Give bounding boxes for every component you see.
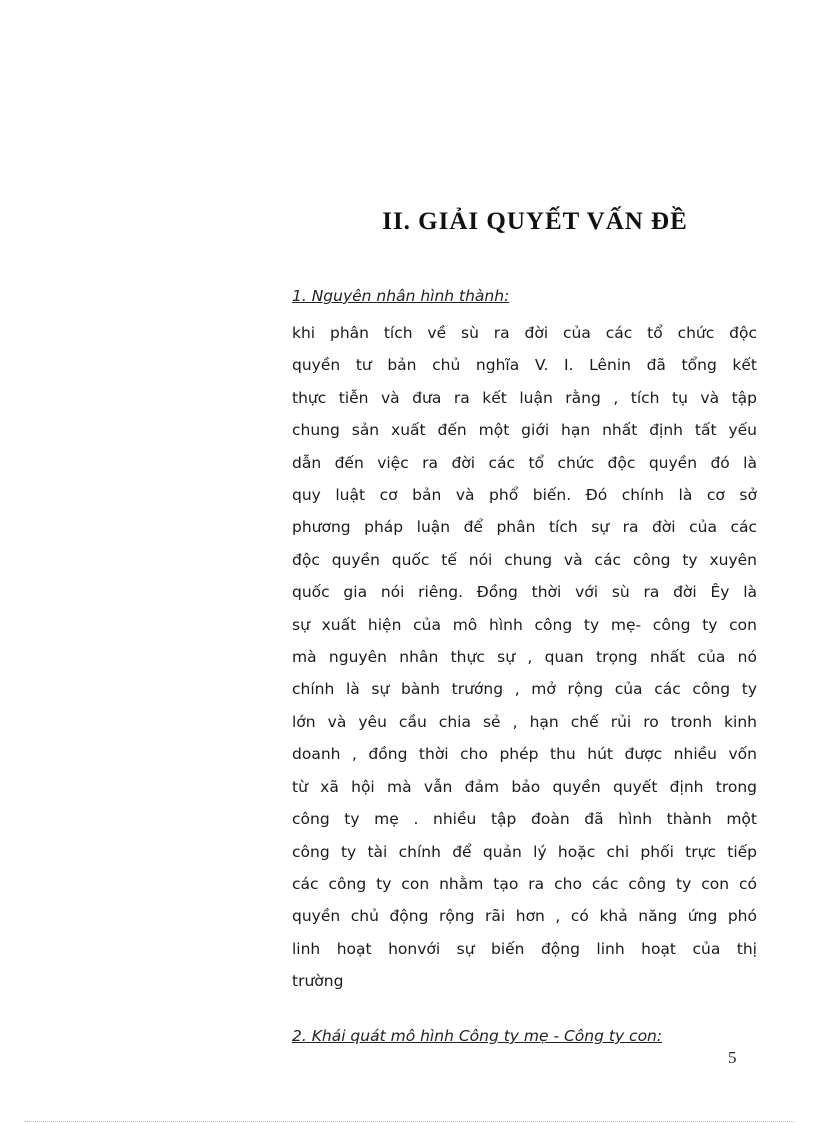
body-line: mà nguyên nhân thực sự , quan trọng nhất của nó	[292, 648, 757, 667]
subheading-overview: 2. Khái quát mô hình Công ty mẹ - Công ty con:	[292, 1027, 663, 1045]
body-line: chính là sự bành trướng , mở rộng của các công ty	[292, 680, 757, 699]
section-title: II. GIẢI QUYẾT VẤN ĐỀ	[382, 208, 688, 235]
body-line: các công ty con nhằm tạo ra cho các công ty con có	[292, 874, 757, 893]
body-line: công ty mẹ . nhiều tập đoàn đã hình thành một	[292, 810, 757, 829]
body-paragraph	[292, 317, 757, 998]
page-number: 5	[728, 1048, 737, 1067]
body-line: quốc gia nói riêng. Đồng thời với sù ra đời Êy là	[292, 583, 757, 602]
body-line: khi phân tích về sù ra đời của các tổ chức độc	[292, 324, 757, 342]
body-line: công ty tài chính để quản lý hoặc chi phối trực tiếp	[292, 842, 757, 861]
body-line: quy luật cơ bản và phổ biến. Đó chính là cơ sở	[292, 486, 757, 505]
body-line: linh hoạt honvới sự biến động linh hoạt của thị	[292, 939, 757, 958]
body-line: phương pháp luận để phân tích sự ra đời của các	[292, 518, 757, 537]
body-line: độc quyền quốc tế nói chung và các công ty xuyên	[292, 550, 757, 569]
body-line: quyền tư bản chủ nghĩa V. I. Lênin đã tổng kết	[292, 356, 757, 375]
body-line: từ xã hội mà vẫn đảm bảo quyền quyết định trong	[292, 777, 757, 796]
body-line: dẫn đến việc ra đời các tổ chức độc quyền đó là	[292, 453, 757, 472]
body-line: thực tiễn và đưa ra kết luận rằng , tích tụ và tập	[292, 388, 757, 407]
footer-divider	[24, 1121, 794, 1122]
body-line: trường	[292, 972, 344, 991]
body-line: lớn và yêu cầu chia sẻ , hạn chế rủi ro tronh kinh	[292, 712, 757, 731]
body-line: chung sản xuất đến một giới hạn nhất định tất yếu	[292, 421, 757, 440]
body-line: doanh , đồng thời cho phép thu hút được nhiều vốn	[292, 745, 757, 764]
subheading-causes: 1. Nguyên nhân hình thành:	[292, 287, 510, 305]
body-line: sự xuất hiện của mô hình công ty mẹ- công ty con	[292, 615, 757, 634]
body-line: quyền chủ động rộng rãi hơn , có khả năng ứng phó	[292, 907, 757, 926]
